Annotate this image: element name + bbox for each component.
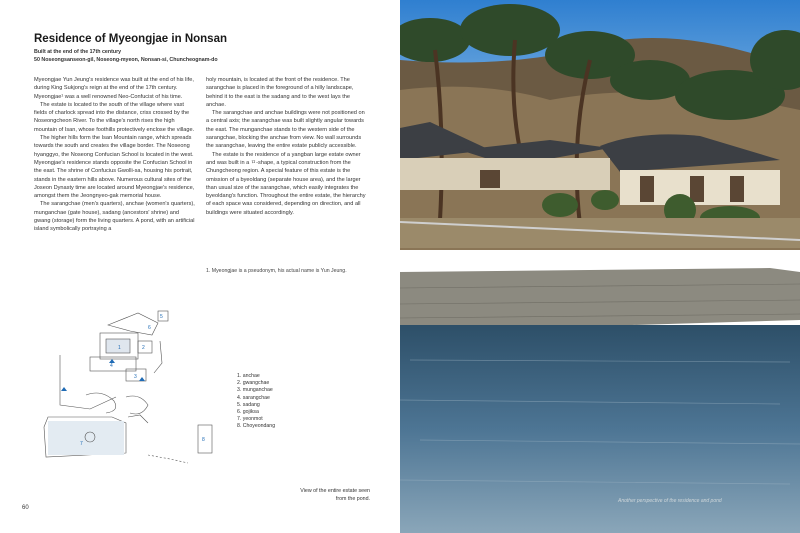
- meta-address: 50 Noseongsanseon-gil, Noseong-myeon, Nonsan-si, Chuncheognam-do: [34, 57, 218, 63]
- door: [480, 170, 500, 188]
- paragraph: The higher hills form the Isan Mountain range, which spreads towards the south and creates the village border. The Noseong hyanggyo, the Noseong Confucian School is located in the west. Myeongjae's residence stands opposite the Confucian School in the east. The shrine of Confucius Gwolli-sa, housing his portrait, stands in the eastern hills above. Numerous cultural sites of the Joseon Dynasty time are located around Myeongjae's residence, amongst them the Jeongnyeo-gak memorial house.: [34, 135, 195, 200]
- text-column-1: [34, 76, 196, 234]
- pine-canopy: [460, 4, 560, 56]
- paragraph: The estate is located to the south of the village where vast fields of charlock spread into the distance, criss crossed by the Noseongcheon River. To the village's north rises the high mountain of Isan, whose foothills protectively enclose the village.: [34, 101, 195, 133]
- photo-caption-right: Another perspective of the residence and pond: [618, 498, 722, 504]
- plan-path: [60, 355, 116, 409]
- plan-view-arrow: [61, 387, 67, 391]
- legend-item: 7. yeonmot: [237, 416, 263, 423]
- plan-number: 4: [110, 363, 113, 369]
- plan-trail: [154, 341, 162, 373]
- legend-item: 1. anchae: [237, 373, 260, 379]
- pond: [400, 325, 800, 533]
- legend-item: 6. gojiksa: [237, 409, 259, 416]
- right-page: [400, 0, 800, 533]
- legend-item: 8. Choyeondang: [237, 423, 276, 430]
- legend-item: 4. sarangchae: [237, 394, 270, 401]
- plan-road: [148, 455, 188, 463]
- site-plan-drawing: [30, 305, 230, 485]
- paragraph: The sarangchae (men's quarters), anchae (women's quarters), munganchae (gate house), sadang (ancestors' shrine) and gwang (storage) form the living quarters. A pond, with an artificial island symbolically portraying a: [34, 201, 195, 233]
- text-column-2: [206, 76, 366, 217]
- meta-info: [34, 48, 218, 64]
- page-title: Residence of Myeongjae in Nonsan: [34, 33, 227, 45]
- caption-line: View of the entire estate seen: [300, 488, 370, 494]
- plan-garden: [86, 393, 116, 413]
- plan-pond-water: [48, 421, 124, 455]
- photo-caption-left: [300, 488, 370, 503]
- paragraph: The estate is the residence of a yangban large estate owner and was built in a ㅁ-shape, a typical construction from the Chungcheong region. A special feature of this estate is the omission of a byeoldang (separate house area), and the larger than usual size of the sarangchae, which easily integrates the byeoldang's function. Throughout the entire estate, the hierarchy of each space was considered, depending on direction, and all buildings were situated accordingly.: [206, 151, 366, 216]
- estate-photo: [400, 0, 800, 533]
- plan-number: 7: [80, 441, 83, 447]
- plan-view-arrow: [139, 377, 145, 381]
- plan-choyeondang: [198, 425, 212, 453]
- paragraph: Myeongjae Yun Jeung's residence was built at the end of his life, during King Sukjong's reign at the end of the 17th century. Myeongjae¹ was a well renowned Neo-Confucist of his time.: [34, 77, 194, 100]
- plan-number: 3: [134, 374, 137, 380]
- footnote: 1. Myeongjae is a pseudonym, his actual name is Yun Jeung.: [206, 268, 347, 274]
- plan-number: 8: [202, 437, 205, 443]
- plan-sadang: [138, 341, 152, 353]
- shrub: [542, 193, 578, 217]
- building-wall: [400, 158, 610, 190]
- plan-number: 2: [142, 345, 145, 351]
- paragraph: holy mountain, is located at the front of the residence. The sarangchae is placed in the foreground of a hilly landscape, behind it to the east is the sadang and to the west lays the anchae.: [206, 77, 354, 108]
- plan-trail: [128, 415, 148, 423]
- door: [690, 176, 704, 202]
- caption-line: from the pond.: [335, 495, 370, 502]
- plan-number: 1: [118, 345, 121, 351]
- plan-hill-path: [108, 313, 158, 335]
- shrub: [591, 190, 619, 210]
- door: [640, 176, 654, 202]
- door: [730, 176, 744, 202]
- meta-date: Built at the end of the 17th century: [34, 49, 122, 55]
- plan-number: 5: [160, 314, 163, 320]
- grass-bank: [400, 218, 800, 248]
- paragraph: The sarangchae and anchae buildings were not positioned on a central axis; the sarangchae was built slightly angular towards the east. The munganchae stands to the western side of the sarangchae, blocking the anchae from view. No wall surrounds the sarangchae, leaving the entire estate publicly accessible.: [206, 110, 365, 150]
- plan-garden: [126, 396, 148, 414]
- page-number: 60: [22, 505, 29, 511]
- plan-number: 6: [148, 325, 151, 331]
- legend-item: 2. gwangchae: [237, 380, 270, 387]
- plan-legend: [237, 373, 275, 431]
- legend-item: 3. munganchae: [237, 387, 273, 394]
- stone-wall: [400, 268, 800, 332]
- legend-item: 5. sadang: [237, 401, 260, 408]
